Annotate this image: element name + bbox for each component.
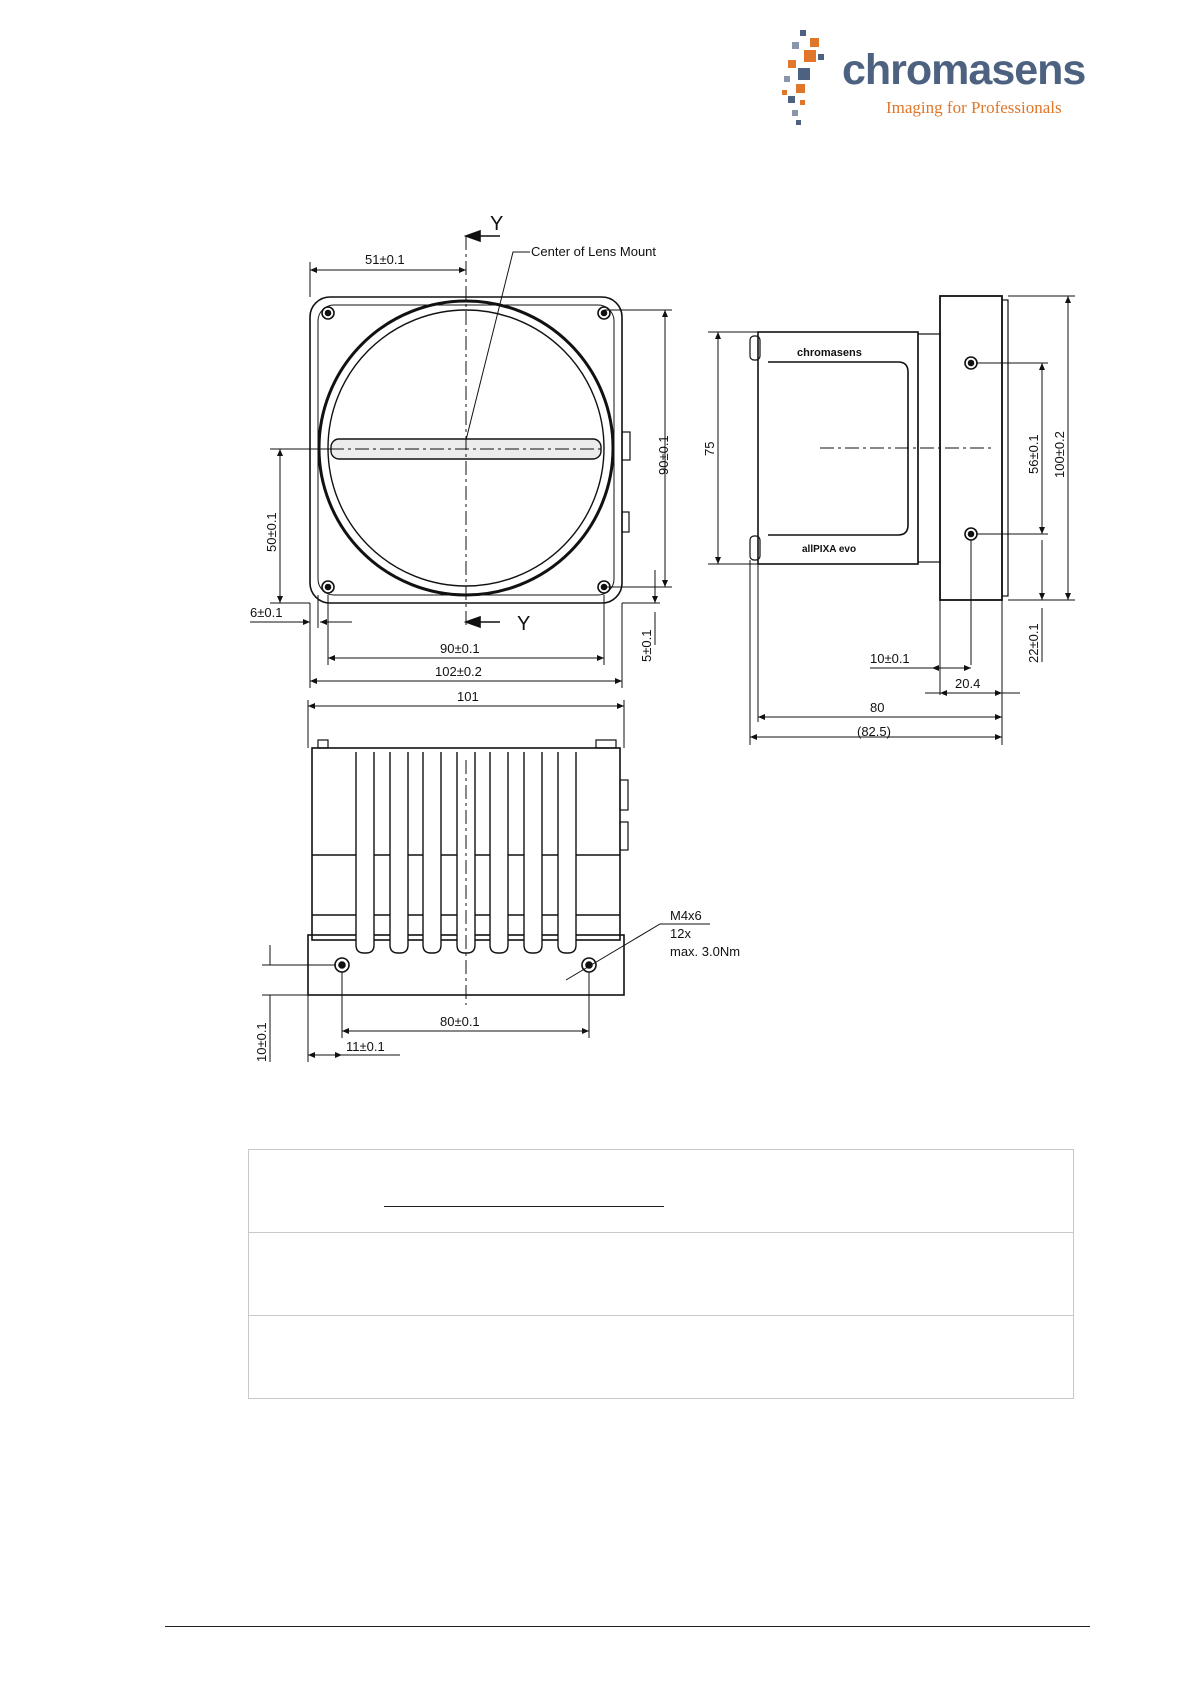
dim-flange-offset: 22±0.1 [1026,623,1041,663]
thread-note-size: M4x6 [670,908,702,923]
thread-note-count: 12x [670,926,691,941]
hyperlink-underline[interactable] [384,1206,664,1207]
dim-mount-depth: 20.4 [955,676,981,691]
section-marker-top: Y [490,213,504,235]
dim-hole-offset-x: 11±0.1 [346,1039,385,1054]
front-view [310,297,630,603]
dim-hole-offset-y: 10±0.1 [254,1022,269,1062]
dim-top-width: 51±0.1 [365,252,405,267]
notes-table [248,1149,1074,1399]
body-label-top: chromasens [797,347,862,359]
dim-bottom-width: 101 [457,689,479,704]
dim-hole-spacing: 90±0.1 [440,641,480,656]
notes-row [249,1150,1073,1233]
dim-flange-height: 100±0.2 [1052,431,1067,478]
thread-note-torque: max. 3.0Nm [670,944,741,959]
dim-bottom-hole-spacing: 80±0.1 [440,1014,480,1029]
notes-row [249,1316,1073,1398]
notes-row [249,1233,1073,1316]
dim-overall-width: 102±0.2 [435,664,482,679]
dim-total-length: (82.5) [857,724,891,739]
dim-right-height: 90±0.1 [656,435,671,475]
section-marker-bottom: Y [517,613,531,635]
dim-flange-thickness: 10±0.1 [870,651,910,666]
dim-side-hole-spacing: 56±0.1 [1026,434,1041,474]
logo-wordmark: chromasens [842,46,1086,94]
dim-left-offset: 6±0.1 [250,605,283,620]
dim-left-height: 50±0.1 [264,512,279,552]
dim-body-length: 80 [870,700,885,715]
dim-body-height: 75 [702,441,717,456]
callout-lens-mount: Center of Lens Mount [531,244,657,259]
footer-rule [165,1626,1090,1627]
dim-bottom-offset: 5±0.1 [639,629,654,662]
body-label-bottom: allPIXA evo [802,544,857,555]
logo-tagline: Imaging for Professionals [886,98,1062,117]
